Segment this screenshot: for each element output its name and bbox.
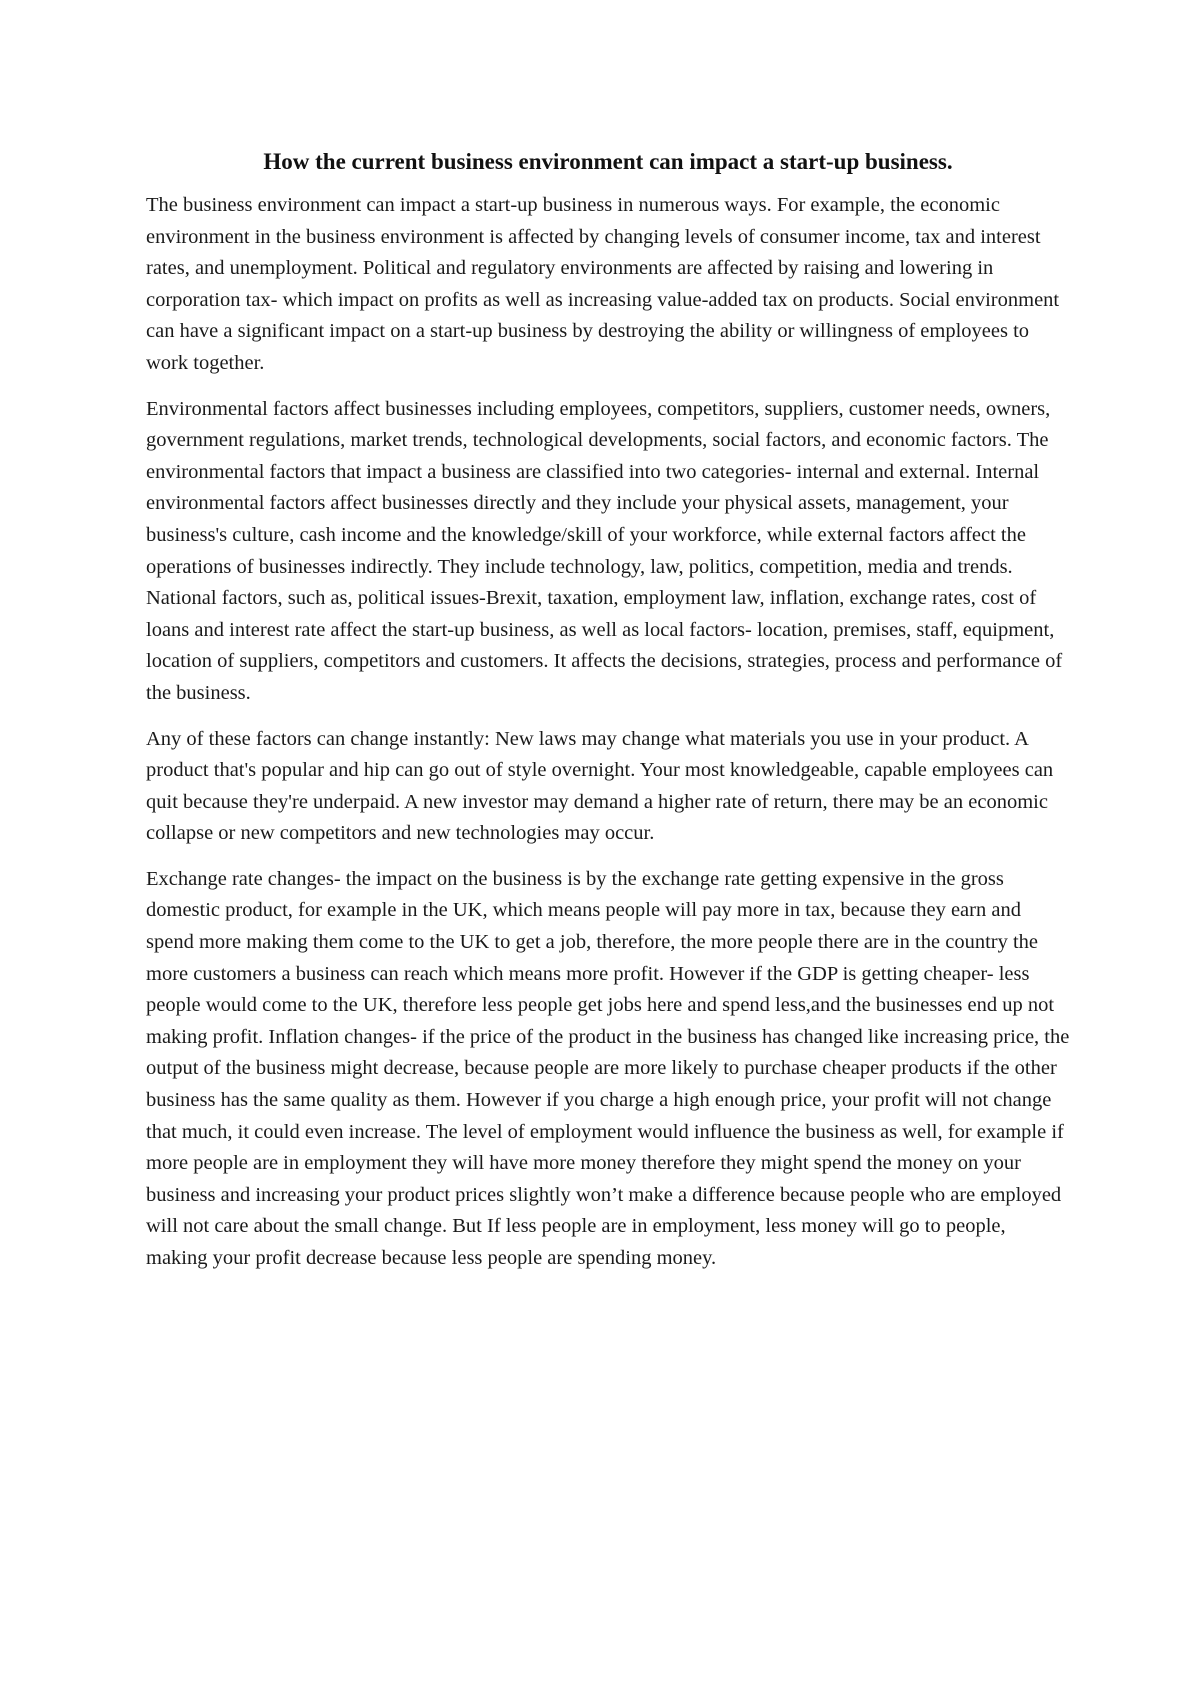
document-body <box>146 146 1070 1289</box>
paragraph-factors-change: Any of these factors can change instantly: New laws may change what materials you use in your product. A product that's popular and hip can go out of style overnight. Your most knowledgeable, capable employees can quit because they're underpaid. A new investor may demand a higher rate of return, there may be an economic collapse or new competitors and new technologies may occur. <box>146 727 1054 845</box>
paragraph-exchange-rate-changes: Exchange rate changes- the impact on the business is by the exchange rate getting expensive in the gross domestic product, for example in the UK, which means people will pay more in tax, because they earn and spend more making them come to the UK to get a job, therefore, the more people there are in the country the more customers a business can reach which means more profit. However if the GDP is getting cheaper- less people would come to the UK, therefore less people get jobs here and spend less,and the businesses end up not making profit. Inflation changes- if the price of the product in the business has changed like increasing price, the output of the business might decrease, because people are more likely to purchase cheaper products if the other business has the same quality as them. However if you charge a high enough price, your profit will not change that much, it could even increase. The level of employment would influence the business as well, for example if more people are in employment they will have more money therefore they might spend the money on your business and increasing your product prices slightly won’t make a difference because people who are employed will not care about the small change. But If less people are in employment, less money will go to people, making your profit decrease because less people are spending money. <box>146 867 1070 1269</box>
paragraph-environmental-factors: Environmental factors affect businesses including employees, competitors, suppliers, customer needs, owners, government regulations, market trends, technological developments, social factors, and economic factors. The environmental factors that impact a business are classified into two categories- internal and external. Internal environmental factors affect businesses directly and they include your physical assets, management, your business's culture, cash income and the knowledge/skill of your workforce, while external factors affect the operations of businesses indirectly. They include technology, law, politics, competition, media and trends. National factors, such as, political issues-Brexit, taxation, employment law, inflation, exchange rates, cost of loans and interest rate affect the start-up business, as well as local factors- location, premises, staff, equipment, location of suppliers, competitors and customers. It affects the decisions, strategies, process and performance of the business. <box>146 397 1063 704</box>
document-title: How the current business environment can impact a start-up business. <box>263 149 953 174</box>
paragraph-business-environment: The business environment can impact a start-up business in numerous ways. For example, the economic environment in the business environment is affected by changing levels of consumer income, tax and interest rates, and unemployment. Political and regulatory environments are affected by raising and lowering in corporation tax- which impact on profits as well as increasing value-added tax on products. Social environment can have a significant impact on a start-up business by destroying the ability or willingness of employees to work together. <box>146 194 1060 374</box>
